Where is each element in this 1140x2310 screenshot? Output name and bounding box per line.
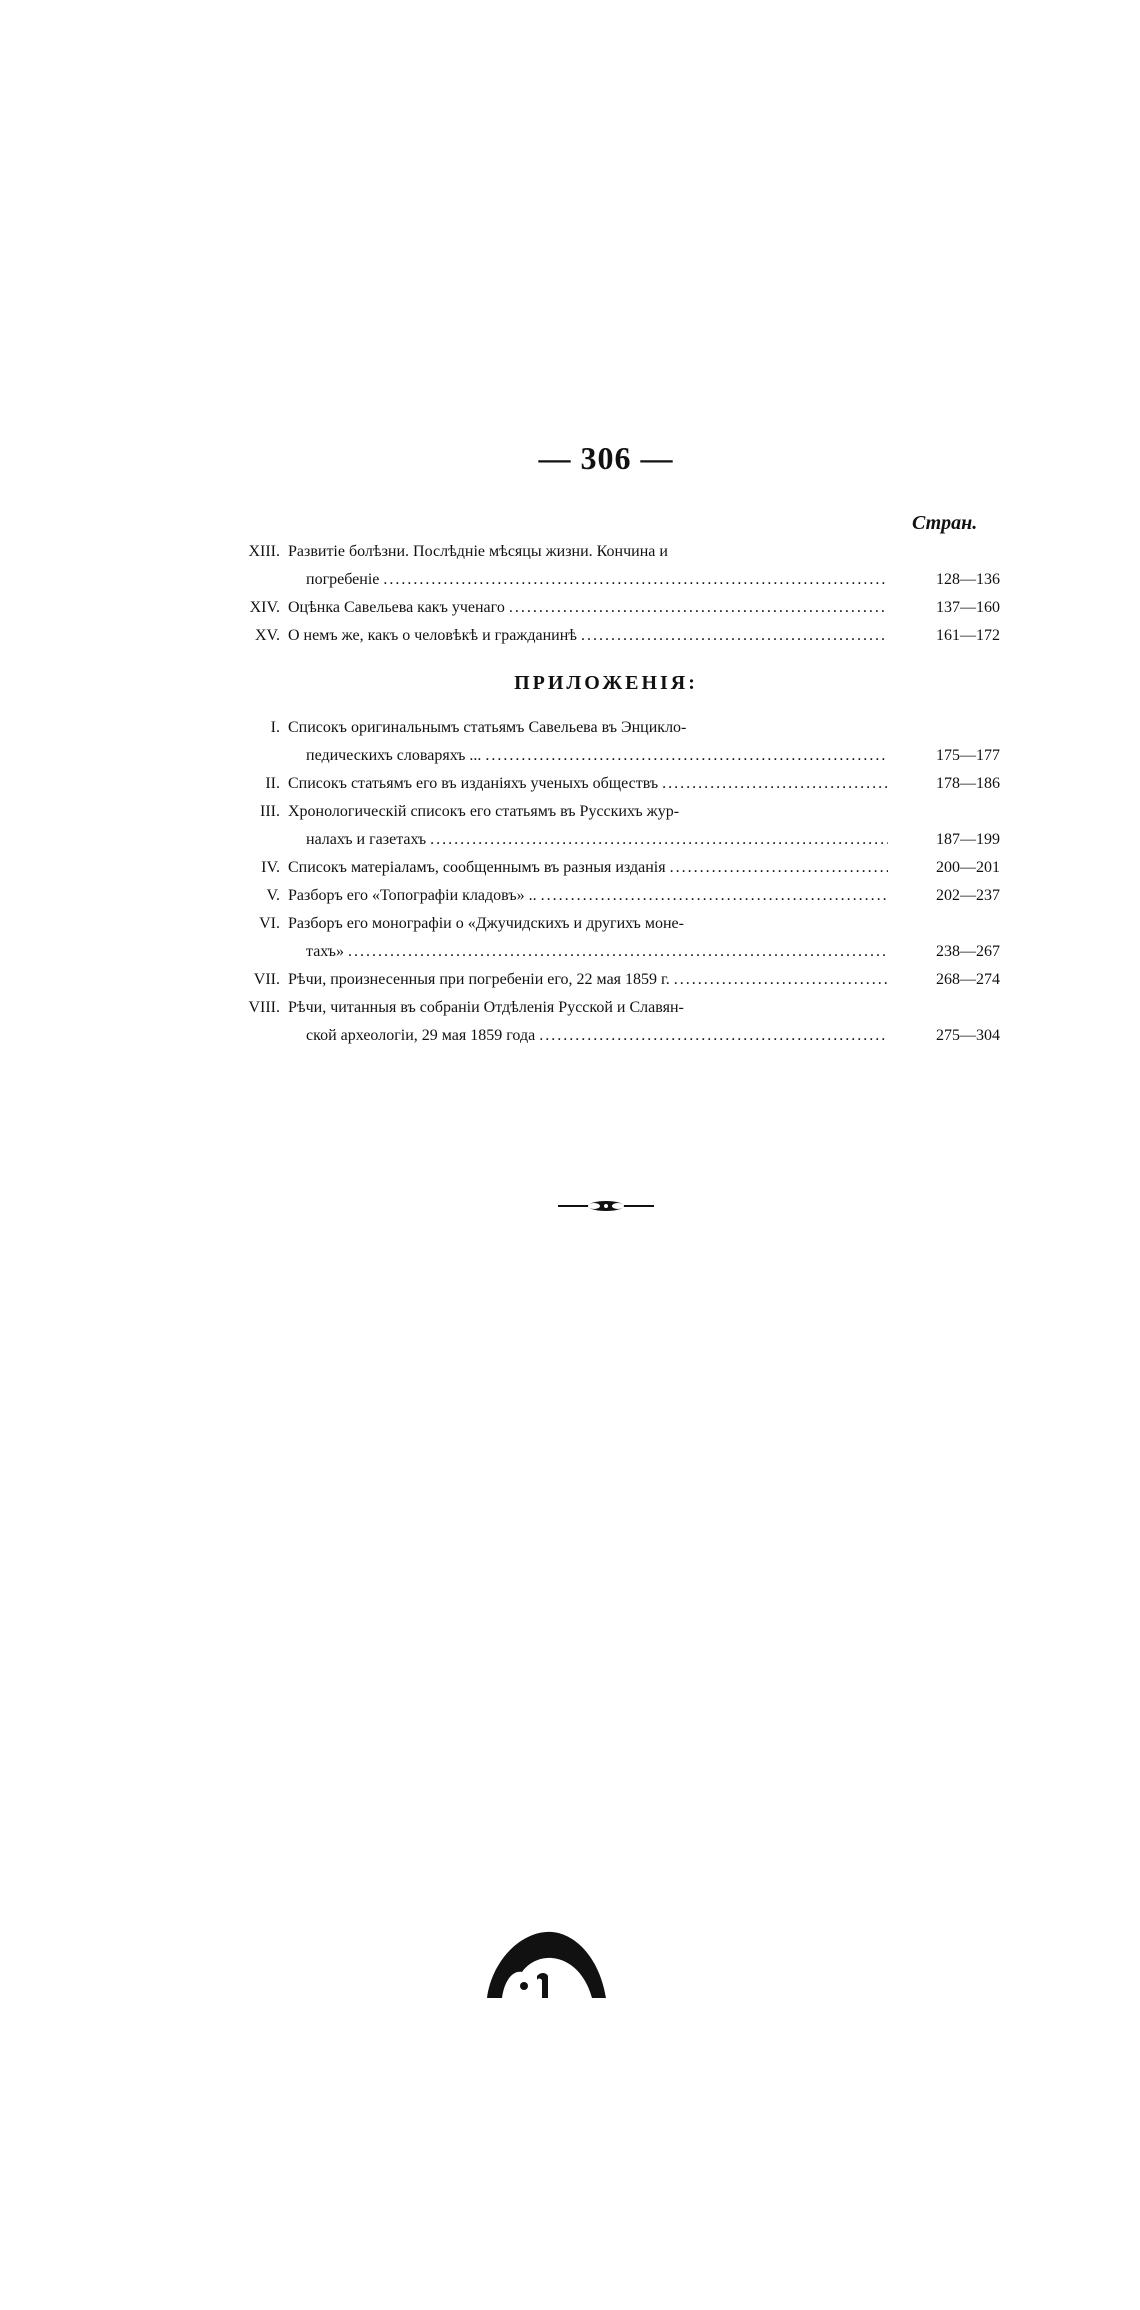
entry-title: Разборъ его монографіи о «Джучидскихъ и другихъ моне-: [288, 915, 684, 932]
leader-dots: [430, 826, 888, 854]
entry-number: IV.: [261, 859, 280, 876]
entry-title: Развитіе болѣзни. Послѣдніе мѣсяцы жизни. Кончина и: [288, 543, 668, 560]
entry-title-continued: педическихъ словаряхъ ...: [306, 747, 482, 764]
entry-pages: 161—172: [936, 627, 1000, 644]
entry-title-continued: тахъ»: [306, 943, 344, 960]
entry-title: Списокъ статьямъ его въ изданіяхъ ученыхъ обществъ: [288, 775, 659, 792]
entry-number: V.: [266, 887, 280, 904]
leader-dots: [383, 566, 888, 594]
entry-title: Рѣчи, произнесенныя при погребеніи его, 22 мая 1859 г.: [288, 971, 670, 988]
entry-pages: 137—160: [936, 599, 1000, 616]
entry-title: Оцѣнка Савельева какъ ученаго: [288, 599, 505, 616]
leader-dots: [662, 770, 888, 798]
entry-pages: 187—199: [936, 831, 1000, 848]
entry-title: Списокъ матеріаламъ, сообщеннымъ въ разныя изданія: [288, 859, 666, 876]
entry-pages: 275—304: [936, 1027, 1000, 1044]
leader-dots: [348, 938, 888, 966]
entry-title: Рѣчи, читанныя въ собраніи Отдѣленія Русской и Славян-: [288, 999, 684, 1016]
pages-column-header: Стран.: [912, 512, 978, 534]
entry-number: III.: [260, 803, 280, 820]
entry-pages: 238—267: [936, 943, 1000, 960]
entry-title-continued: налахъ и газетахъ: [306, 831, 427, 848]
entry-number: VII.: [253, 971, 280, 988]
entry-title: О немъ же, какъ о человѣкѣ и гражданинѣ: [288, 627, 577, 644]
entry-number: XIII.: [248, 543, 280, 560]
entry-number: VIII.: [248, 999, 280, 1016]
entry-title: Списокъ оригинальнымъ статьямъ Савельева въ Энцикло-: [288, 719, 687, 736]
library-stamp: [482, 1920, 612, 2000]
leader-dots: [670, 854, 888, 882]
leader-dots: [541, 882, 888, 910]
entry-title: Хронологическій списокъ его статьямъ въ Русскихъ жур-: [288, 803, 680, 820]
leader-dots: [509, 594, 888, 622]
entry-pages: 202—237: [936, 887, 1000, 904]
leader-dots: [485, 742, 888, 770]
page-number: — 306 —: [538, 440, 674, 476]
entry-title-continued: погребеніе: [306, 571, 380, 588]
entry-number: II.: [265, 775, 280, 792]
leader-dots: [674, 966, 888, 994]
appendix-heading: ПРИЛОЖЕНІЯ:: [514, 672, 698, 694]
entry-title: Разборъ его «Топографіи кладовъ» ..: [288, 887, 537, 904]
entry-title-continued: ской археологіи, 29 мая 1859 года: [306, 1027, 536, 1044]
ornament-divider: [556, 1196, 656, 1216]
entry-number: XV.: [254, 627, 280, 644]
entry-pages: 200—201: [936, 859, 1000, 876]
leader-dots: [539, 1022, 888, 1050]
entry-pages: 175—177: [936, 747, 1000, 764]
entry-pages: 268—274: [936, 971, 1000, 988]
entry-number: VI.: [259, 915, 280, 932]
entry-number: I.: [270, 719, 280, 736]
entry-number: XIV.: [249, 599, 280, 616]
leader-dots: [581, 622, 888, 650]
entry-pages: 178—186: [936, 775, 1000, 792]
entry-pages: 128—136: [936, 571, 1000, 588]
